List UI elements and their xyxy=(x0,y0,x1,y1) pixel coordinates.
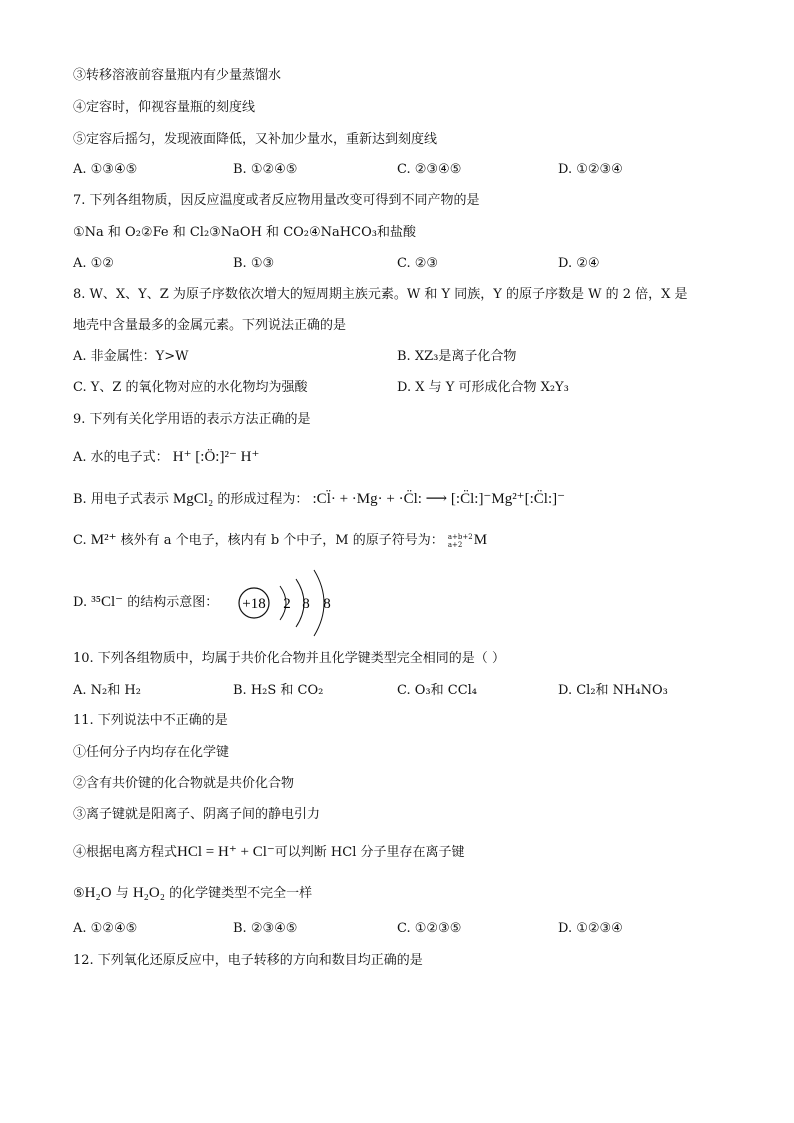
q11-option-d: D. ①②③④ xyxy=(558,921,623,936)
q9-option-a-label: A. 水的电子式： xyxy=(73,450,169,465)
q11-item-5 xyxy=(73,884,312,903)
q6-item-4: ④定容时，仰视容量瓶的刻度线 xyxy=(73,100,256,115)
water-formula: H₂O xyxy=(84,885,112,901)
q11-item-2: ②含有共价键的化合物就是共价化合物 xyxy=(73,776,295,791)
q7-option-a: A. ①② xyxy=(73,256,114,271)
q9-option-c-text: 核外有 a 个电子，核内有 b 个中子，M 的原子符号为： xyxy=(120,533,444,548)
q10-option-c: C. O₃和 CCl₄ xyxy=(397,683,478,698)
q8-stem-line-2: 地壳中含量最多的金属元素。下列说法正确的是 xyxy=(73,318,347,333)
q8-option-b: B. XZ₃是离子化合物 xyxy=(397,349,517,364)
q11-item-5-mid: 与 xyxy=(111,886,133,901)
chloride-structure-diagram xyxy=(234,566,344,640)
q9-option-d-text: 的结构示意图： xyxy=(127,595,219,610)
q9-option-b-text: 的形成过程为： xyxy=(217,492,309,507)
m-ion: M²⁺ xyxy=(90,532,117,548)
q11-item-5-suffix: 的化学键类型不完全一样 xyxy=(164,886,313,901)
q11-item-1: ①任何分子内均存在化学键 xyxy=(73,745,230,760)
q9-option-b-label: B. 用电子式表示 xyxy=(73,492,169,507)
q12-stem: 12. 下列氧化还原反应中，电子转移的方向和数目均正确的是 xyxy=(73,953,423,968)
q11-stem: 11. 下列说法中不正确的是 xyxy=(73,713,228,728)
q7-stem: 7. 下列各组物质，因反应温度或者反应物用量改变可得到不同产物的是 xyxy=(73,193,480,208)
q11-item-5-prefix: ⑤ xyxy=(73,886,85,901)
q6-item-3: ③转移溶液前容量瓶内有少量蒸馏水 xyxy=(73,68,282,83)
q6-option-a: A. ①③④⑤ xyxy=(73,162,138,177)
shell-electrons-2: 8 xyxy=(302,596,310,612)
q10-option-d: D. Cl₂和 NH₄NO₃ xyxy=(558,683,668,698)
mgcl2-formation-process: :Cl̈· + ·Mg· + ·C̈l: ⟶ [:C̈l:]⁻Mg²⁺[:C̈l:]⁻ xyxy=(312,491,566,507)
q9-stem: 9. 下列有关化学用语的表示方法正确的是 xyxy=(73,412,311,427)
q9-option-a xyxy=(73,448,259,467)
q10-option-b: B. H₂S 和 CO₂ xyxy=(233,683,324,698)
mgcl2-formula: MgCl₂ xyxy=(172,491,214,507)
q11-item-4 xyxy=(73,843,465,862)
hydrogen-peroxide-formula: H₂O₂ xyxy=(132,885,165,901)
q8-option-a: A. 非金属性：Y>W xyxy=(73,349,189,364)
shell-electrons-1: 2 xyxy=(283,596,291,612)
q8-option-c: C. Y、Z 的氧化物对应的水化物均为强酸 xyxy=(73,380,308,395)
q9-option-d-label: D. xyxy=(73,595,88,610)
q7-option-c: C. ②③ xyxy=(397,256,439,271)
q9-option-b xyxy=(73,490,565,509)
q7-option-b: B. ①③ xyxy=(233,256,275,271)
q11-item-3: ③离子键就是阳离子、阴离子间的静电引力 xyxy=(73,807,321,822)
nuclide-symbol: M xyxy=(473,532,488,548)
water-electron-formula: H⁺ [:Ö:]²⁻ H⁺ xyxy=(172,449,260,465)
q6-option-d: D. ①②③④ xyxy=(558,162,623,177)
shell-electrons-3: 8 xyxy=(323,596,331,612)
q11-option-a: A. ①②④⑤ xyxy=(73,921,138,936)
q10-stem: 10. 下列各组物质中，均属于共价化合物并且化学键类型完全相同的是（ ） xyxy=(73,651,505,666)
mass-number: a+b+2 xyxy=(447,532,473,541)
atomic-number: a+2 xyxy=(447,540,463,549)
q11-item-4-suffix: 可以判断 HCl 分子里存在离子键 xyxy=(274,845,465,860)
q8-option-d: D. X 与 Y 可形成化合物 X₂Y₃ xyxy=(397,380,569,395)
ionization-equation: HCl = H⁺ + Cl⁻ xyxy=(177,844,275,860)
q9-option-d xyxy=(73,593,218,612)
q6-item-5: ⑤定容后摇匀，发现液面降低，又补加少量水，重新达到刻度线 xyxy=(73,132,438,147)
q11-option-c: C. ①②③⑤ xyxy=(397,921,462,936)
q8-stem-line-1: 8. W、X、Y、Z 为原子序数依次增大的短周期主族元素。W 和 Y 同族，Y 的原子序数是 W 的 2 倍，X 是 xyxy=(73,287,688,302)
q7-option-d: D. ②④ xyxy=(558,256,600,271)
q7-items: ①Na 和 O₂②Fe 和 Cl₂③NaOH 和 CO₂④NaHCO₃和盐酸 xyxy=(73,225,416,240)
nucleus-charge: +18 xyxy=(242,596,266,612)
q11-item-4-prefix: ④根据电离方程式 xyxy=(73,845,178,860)
cl-ion: ³⁵Cl⁻ xyxy=(91,594,124,610)
q6-option-b: B. ①②④⑤ xyxy=(233,162,298,177)
q10-option-a: A. N₂和 H₂ xyxy=(73,683,141,698)
q9-option-c xyxy=(73,531,487,550)
q6-option-c: C. ②③④⑤ xyxy=(397,162,462,177)
q9-option-c-label: C. xyxy=(73,533,87,548)
q11-option-b: B. ②③④⑤ xyxy=(233,921,298,936)
nuclide-numbers xyxy=(448,533,473,549)
